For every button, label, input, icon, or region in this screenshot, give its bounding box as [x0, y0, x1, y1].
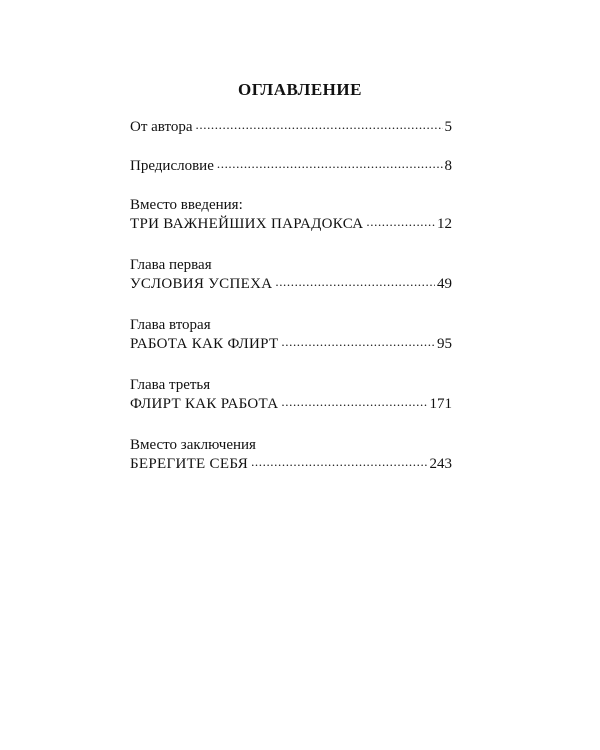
- toc-entry-kicker: Глава вторая: [130, 317, 211, 333]
- dot-leader: [217, 158, 443, 170]
- toc-line: [130, 118, 452, 137]
- toc-entry-chapter-1[interactable]: [130, 256, 452, 294]
- toc-entry-kicker: Вместо заключения: [130, 437, 256, 453]
- toc-entry-author[interactable]: [130, 118, 452, 137]
- toc-entry-label: Предисловие: [130, 158, 214, 174]
- toc-page-number: 171: [429, 396, 452, 412]
- toc-page-number: 95: [437, 336, 452, 352]
- toc-line: [130, 275, 452, 294]
- toc-line: [130, 215, 452, 234]
- toc-entry-kicker: Глава третья: [130, 377, 211, 393]
- dot-leader: [281, 336, 435, 348]
- toc-page-number: 5: [444, 119, 452, 135]
- toc-page-number: 12: [437, 216, 452, 232]
- toc-entry-kicker: Вместо введения:: [130, 197, 243, 213]
- toc-page-number: 8: [444, 158, 452, 174]
- toc-entry-label: РАБОТА КАК ФЛИРТ: [130, 336, 279, 352]
- toc-list: [130, 118, 452, 496]
- toc-entry-label: От автора: [130, 119, 193, 135]
- dot-leader: [275, 276, 435, 288]
- toc-entry-kicker: Глава первая: [130, 257, 212, 273]
- toc-line: [130, 455, 452, 474]
- toc-entry-label: УСЛОВИЯ УСПЕХА: [130, 276, 273, 292]
- toc-page-number: 49: [437, 276, 452, 292]
- toc-line: [130, 335, 452, 354]
- toc-entry-label: ТРИ ВАЖНЕЙШИХ ПАРАДОКСА: [130, 216, 364, 232]
- dot-leader: [366, 216, 435, 228]
- dot-leader: [196, 119, 443, 131]
- toc-entry-chapter-3[interactable]: [130, 376, 452, 414]
- toc-entry-label: БЕРЕГИТЕ СЕБЯ: [130, 456, 249, 472]
- toc-entry-preface[interactable]: [130, 157, 452, 176]
- dot-leader: [281, 396, 427, 408]
- toc-line: [130, 157, 452, 176]
- toc-entry-introduction[interactable]: [130, 196, 452, 234]
- toc-entry-label: ФЛИРТ КАК РАБОТА: [130, 396, 279, 412]
- toc-heading: ОГЛАВЛЕНИЕ: [238, 80, 362, 99]
- toc-entry-chapter-2[interactable]: [130, 316, 452, 354]
- toc-entry-conclusion[interactable]: [130, 436, 452, 474]
- toc-line: [130, 395, 452, 414]
- dot-leader: [251, 456, 427, 468]
- toc-page-number: 243: [429, 456, 452, 472]
